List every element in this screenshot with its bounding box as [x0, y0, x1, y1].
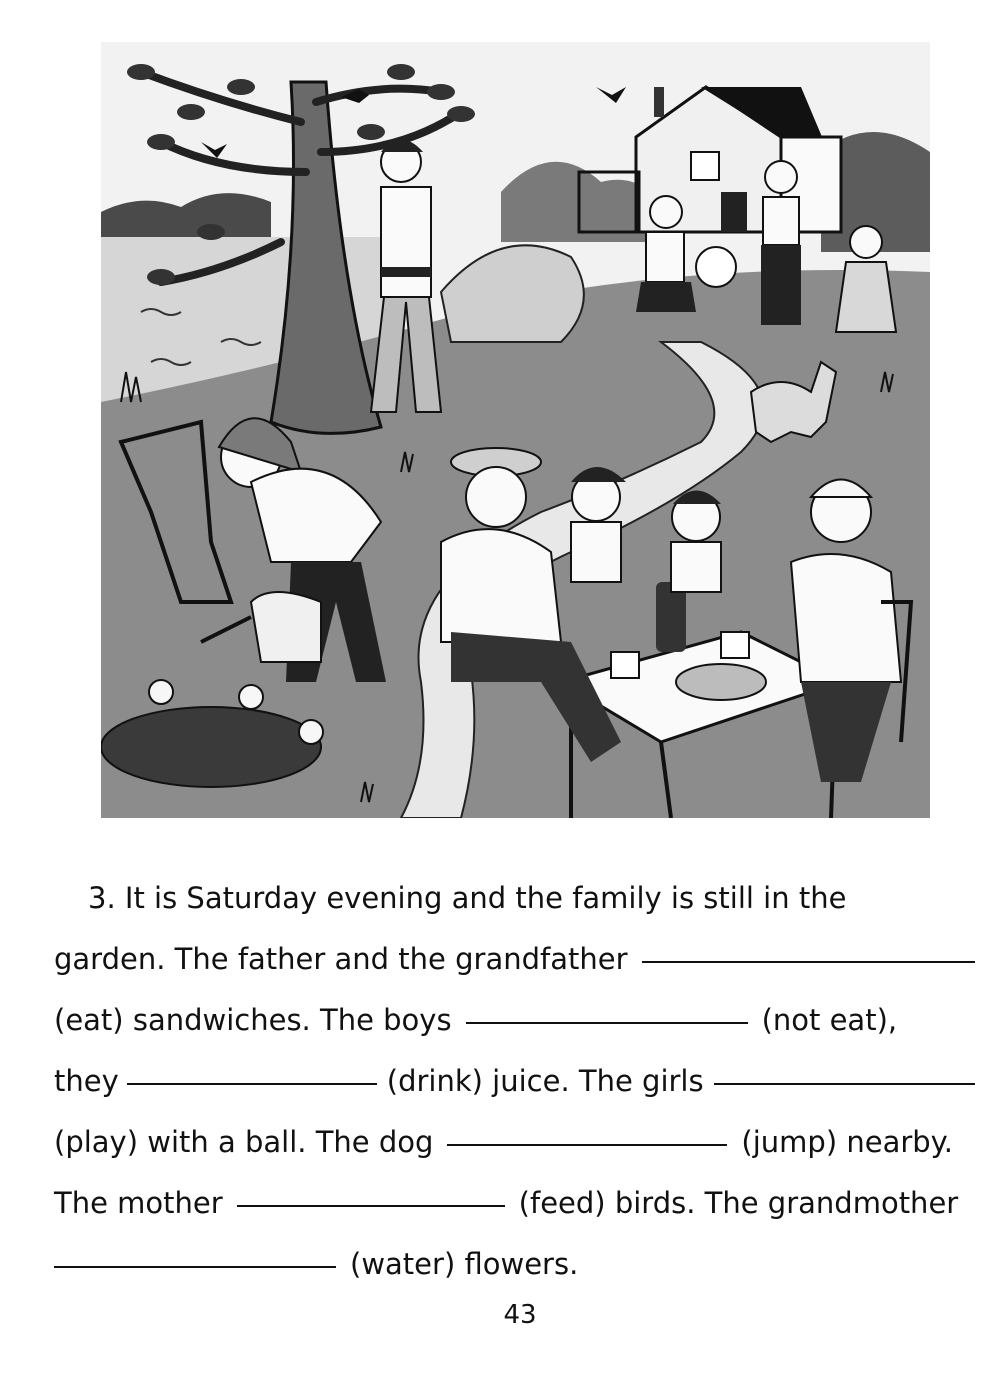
exercise-line: [54, 1112, 975, 1173]
family-garden-illustration: [101, 42, 930, 818]
exercise-text-segment: they: [54, 1064, 119, 1098]
answer-blank-jump[interactable]: [447, 1144, 727, 1146]
exercise-text-segment: 3. It is Saturday evening and the family is still in the: [88, 881, 847, 915]
exercise-text-segment: garden. The father and the grandfather: [54, 942, 628, 976]
answer-blank-feed[interactable]: [237, 1205, 505, 1207]
answer-blank-drink[interactable]: [127, 1083, 377, 1085]
exercise-text-segment: The mother: [54, 1186, 223, 1220]
cup-icon: [611, 652, 639, 678]
exercise-line: [54, 868, 975, 929]
answer-blank-not-eat[interactable]: [466, 1022, 748, 1024]
page-number: 43: [503, 1300, 537, 1330]
exercise-text-segment: (jump) nearby.: [741, 1125, 953, 1159]
answer-blank-water[interactable]: [54, 1266, 336, 1268]
exercise-line: [54, 1234, 975, 1295]
exercise-text-segment: (eat) sandwiches. The boys: [54, 1003, 452, 1037]
answer-blank-eat[interactable]: [642, 961, 975, 963]
sandwich-plate-icon: [676, 664, 766, 700]
exercise-text-segment: (not eat),: [761, 1003, 898, 1037]
exercise-text: [54, 868, 975, 1295]
exercise-text-segment: (feed) birds. The grandmother: [518, 1186, 959, 1220]
answer-blank-play[interactable]: [714, 1083, 975, 1085]
cup-icon: [721, 632, 749, 658]
exercise-line: [54, 1051, 975, 1112]
exercise-text-segment: (play) with a ball. The dog: [54, 1125, 434, 1159]
exercise-text-segment: (drink) juice. The girls: [386, 1064, 704, 1098]
exercise-line: [54, 929, 975, 990]
exercise-text-segment: (water) flowers.: [350, 1247, 579, 1281]
watering-can-icon: [251, 592, 321, 662]
exercise-line: [54, 1173, 975, 1234]
flower-bed: [101, 707, 321, 787]
exercise-line: [54, 990, 975, 1051]
